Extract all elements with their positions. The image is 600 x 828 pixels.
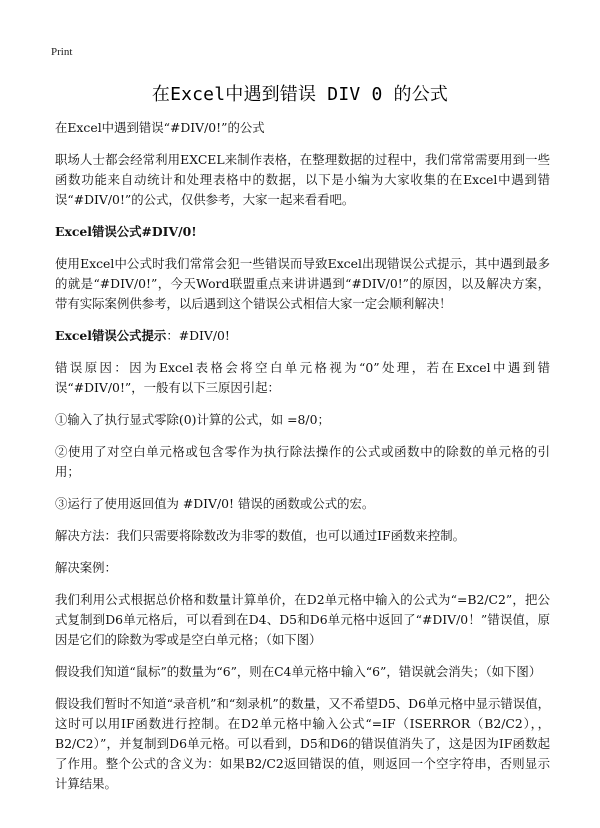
intro-paragraph: 职场人士都会经常利用EXCEL来制作表格，在整理数据的过程中，我们常常需要用到一些函数功能来自动统计和处理表格中的数据，以下是小编为大家收集的在Excel中遇到错误“#DIV/0!”的公式，仅供参考，大家一起来看看吧。: [55, 152, 550, 207]
section-heading-2-rest: ：#DIV/0!: [166, 328, 230, 343]
cause-item-3: ③运行了使用返回值为 #DIV/0! 错误的函数或公式的宏。: [55, 496, 375, 511]
article-subtitle: 在Excel中遇到错误“#DIV/0!”的公式: [55, 120, 265, 135]
cause-item-2: ②使用了对空白单元格或包含零作为执行除法操作的公式或函数中的除数的单元格的引用；: [55, 444, 550, 479]
print-label: Print: [51, 46, 73, 58]
section-heading-2: [55, 326, 550, 346]
cause-paragraph: 错误原因：因为Excel表格会将空白单元格视为“0”处理，若在Excel中遇到错误“#DIV/0!”，一般有以下三原因引起：: [55, 360, 550, 395]
section-heading-1: Excel错误公式#DIV/0!: [55, 224, 197, 239]
section-heading-2-bold: Excel错误公式提示: [55, 328, 167, 343]
paragraph-1: 使用Excel中公式时我们常常会犯一些错误而导致Excel出现错误公式提示，其中遇到最多的就是“#DIV/0!”，今天Word联盟重点来讲讲遇到“#DIV/0!”的原因，以及解决方案，带有实际案例供参考，以后遇到这个错误公式相信大家一定会顺利解决！: [55, 256, 550, 311]
page-title: 在Excel中遇到错误 DIV 0 的公式: [151, 84, 449, 105]
solution-paragraph: 解决方法：我们只需要将除数改为非零的数值，也可以通过IF函数来控制。: [55, 528, 465, 543]
cause-item-1: ①输入了执行显式零除(0)计算的公式，如 =8/0；: [55, 412, 330, 427]
case-label: 解决案例：: [55, 560, 117, 575]
article-body: [55, 118, 550, 806]
case-paragraph-3: 假设我们暂时不知道“录音机”和“刻录机”的数量，又不希望D5、D6单元格中显示错误值，这时可以用IF函数进行控制。在D2单元格中输入公式“=IF（ISERROR（B2/C2），，B2/C2）”，并复制到D6单元格。可以看到，D5和D6的错误值消失了，这是因为IF函数起了作用。整个公式的含义为：如果B2/C2返回错误的值，则返回一个空字符串，否则显示计算结果。: [55, 696, 550, 791]
case-paragraph-2: 假设我们知道“鼠标”的数量为“6”，则在C4单元格中输入“6”，错误就会消失；（如下图）: [55, 664, 542, 679]
case-paragraph-1: 我们利用公式根据总价格和数量计算单价，在D2单元格中输入的公式为“=B2/C2”，把公式复制到D6单元格后，可以看到在D4、D5和D6单元格中返回了“#DIV/0！”错误值，原因是它们的除数为零或是空白单元格；（如下图）: [55, 592, 550, 647]
